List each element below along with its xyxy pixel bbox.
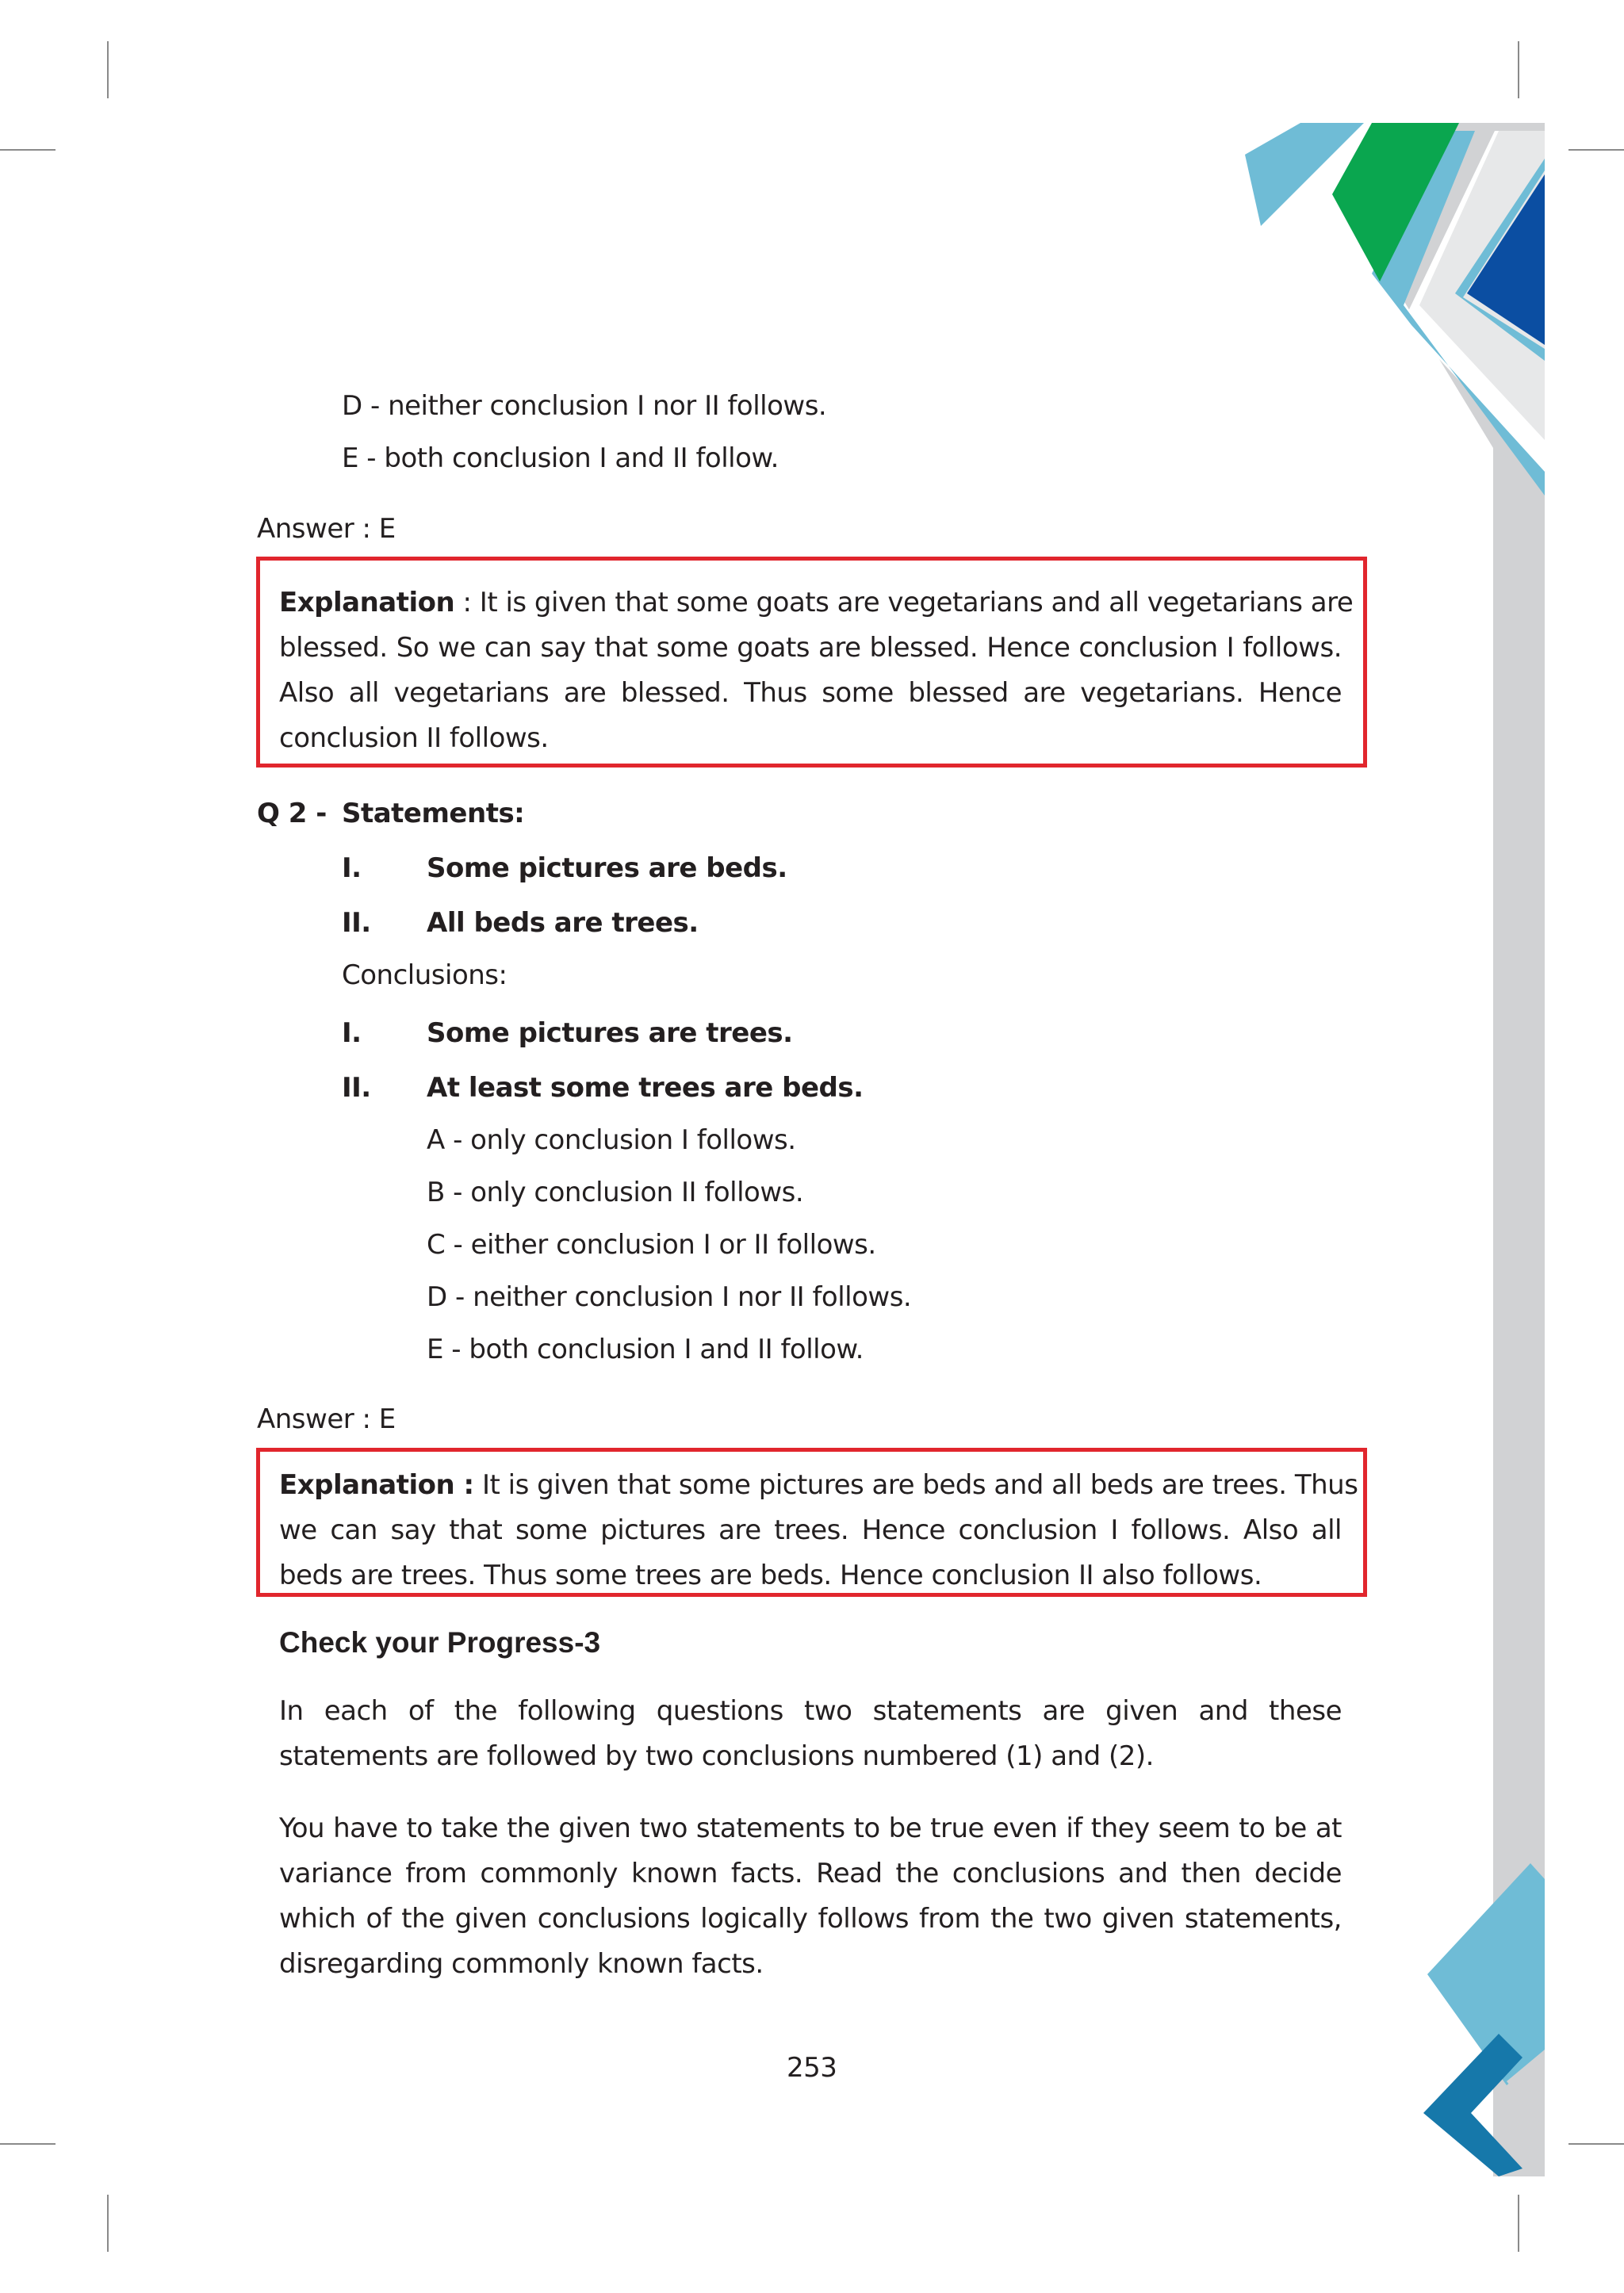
crop-mark [1518,2195,1519,2252]
crop-mark [1518,41,1519,98]
crop-mark [107,2195,109,2252]
crop-mark [107,41,109,98]
page-number: 253 [787,2052,837,2084]
progress-paragraph-1 [279,1689,1342,1779]
q2-conclusions-label: Conclusions: [342,959,508,991]
progress-heading: Check your Progress-3 [279,1626,601,1659]
q2-option-c: C - either conclusion I or II follows. [427,1229,876,1261]
paragraph-line: In each of the following questions two statements are given and these [279,1695,1342,1727]
q1-option-e: E - both conclusion I and II follow. [342,442,779,474]
conclusion-number: II. [342,1072,371,1104]
crop-mark [0,149,56,151]
explanation-line: blessed. So we can say that some goats are blessed. Hence conclusion I follows. [279,632,1342,664]
progress-paragraph-2 [279,1806,1342,1987]
explanation-text: : It is given that some goats are vegetarians and all vegetarians are [454,587,1354,618]
statement-number: II. [342,907,371,939]
explanation-label: Explanation [279,587,455,618]
q2-option-b: B - only conclusion II follows. [427,1177,804,1208]
crop-mark [1568,2143,1624,2145]
paragraph-line: You have to take the given two statements to be true even if they seem to be at [279,1813,1342,1844]
q2-explanation [279,1463,1358,1598]
q2-option-d: D - neither conclusion I nor II follows. [427,1281,912,1313]
statement-text: Some pictures are beds. [427,852,787,884]
explanation-line: beds are trees. Thus some trees are beds. Hence conclusion II also follows. [279,1560,1262,1591]
explanation-text: It is given that some pictures are beds and all beds are trees. Thus [473,1469,1358,1501]
q2-option-a: A - only conclusion I follows. [427,1124,796,1156]
q2-statements-label: Statements: [342,798,525,829]
explanation-label: Explanation : [279,1469,474,1501]
explanation-line [279,1463,1358,1508]
explanation-line: conclusion II follows. [279,722,549,754]
explanation-line: we can say that some pictures are trees. Hence conclusion I follows. Also all [279,1514,1342,1546]
paragraph-line: statements are followed by two conclusions numbered (1) and (2). [279,1740,1154,1772]
crop-mark [1568,149,1624,151]
conclusion-number: I. [342,1017,362,1049]
q2-answer: Answer : E [257,1403,396,1435]
conclusion-text: Some pictures are trees. [427,1017,793,1049]
statement-number: I. [342,852,362,884]
q1-answer: Answer : E [257,513,396,545]
explanation-line: Also all vegetarians are blessed. Thus some blessed are vegetarians. Hence [279,677,1342,709]
paragraph-line: disregarding commonly known facts. [279,1948,764,1980]
paragraph-line: variance from commonly known facts. Read the conclusions and then decide [279,1858,1342,1889]
q2-option-e: E - both conclusion I and II follow. [427,1334,864,1365]
paragraph-line: which of the given conclusions logically follows from the two given statements, [279,1903,1342,1935]
crop-mark [0,2143,56,2145]
statement-text: All beds are trees. [427,907,699,939]
q1-option-d: D - neither conclusion I nor II follows. [342,390,827,422]
conclusion-text: At least some trees are beds. [427,1072,864,1104]
q1-explanation [279,580,1354,761]
explanation-line [279,580,1354,626]
q2-number: Q 2 - [257,798,327,829]
